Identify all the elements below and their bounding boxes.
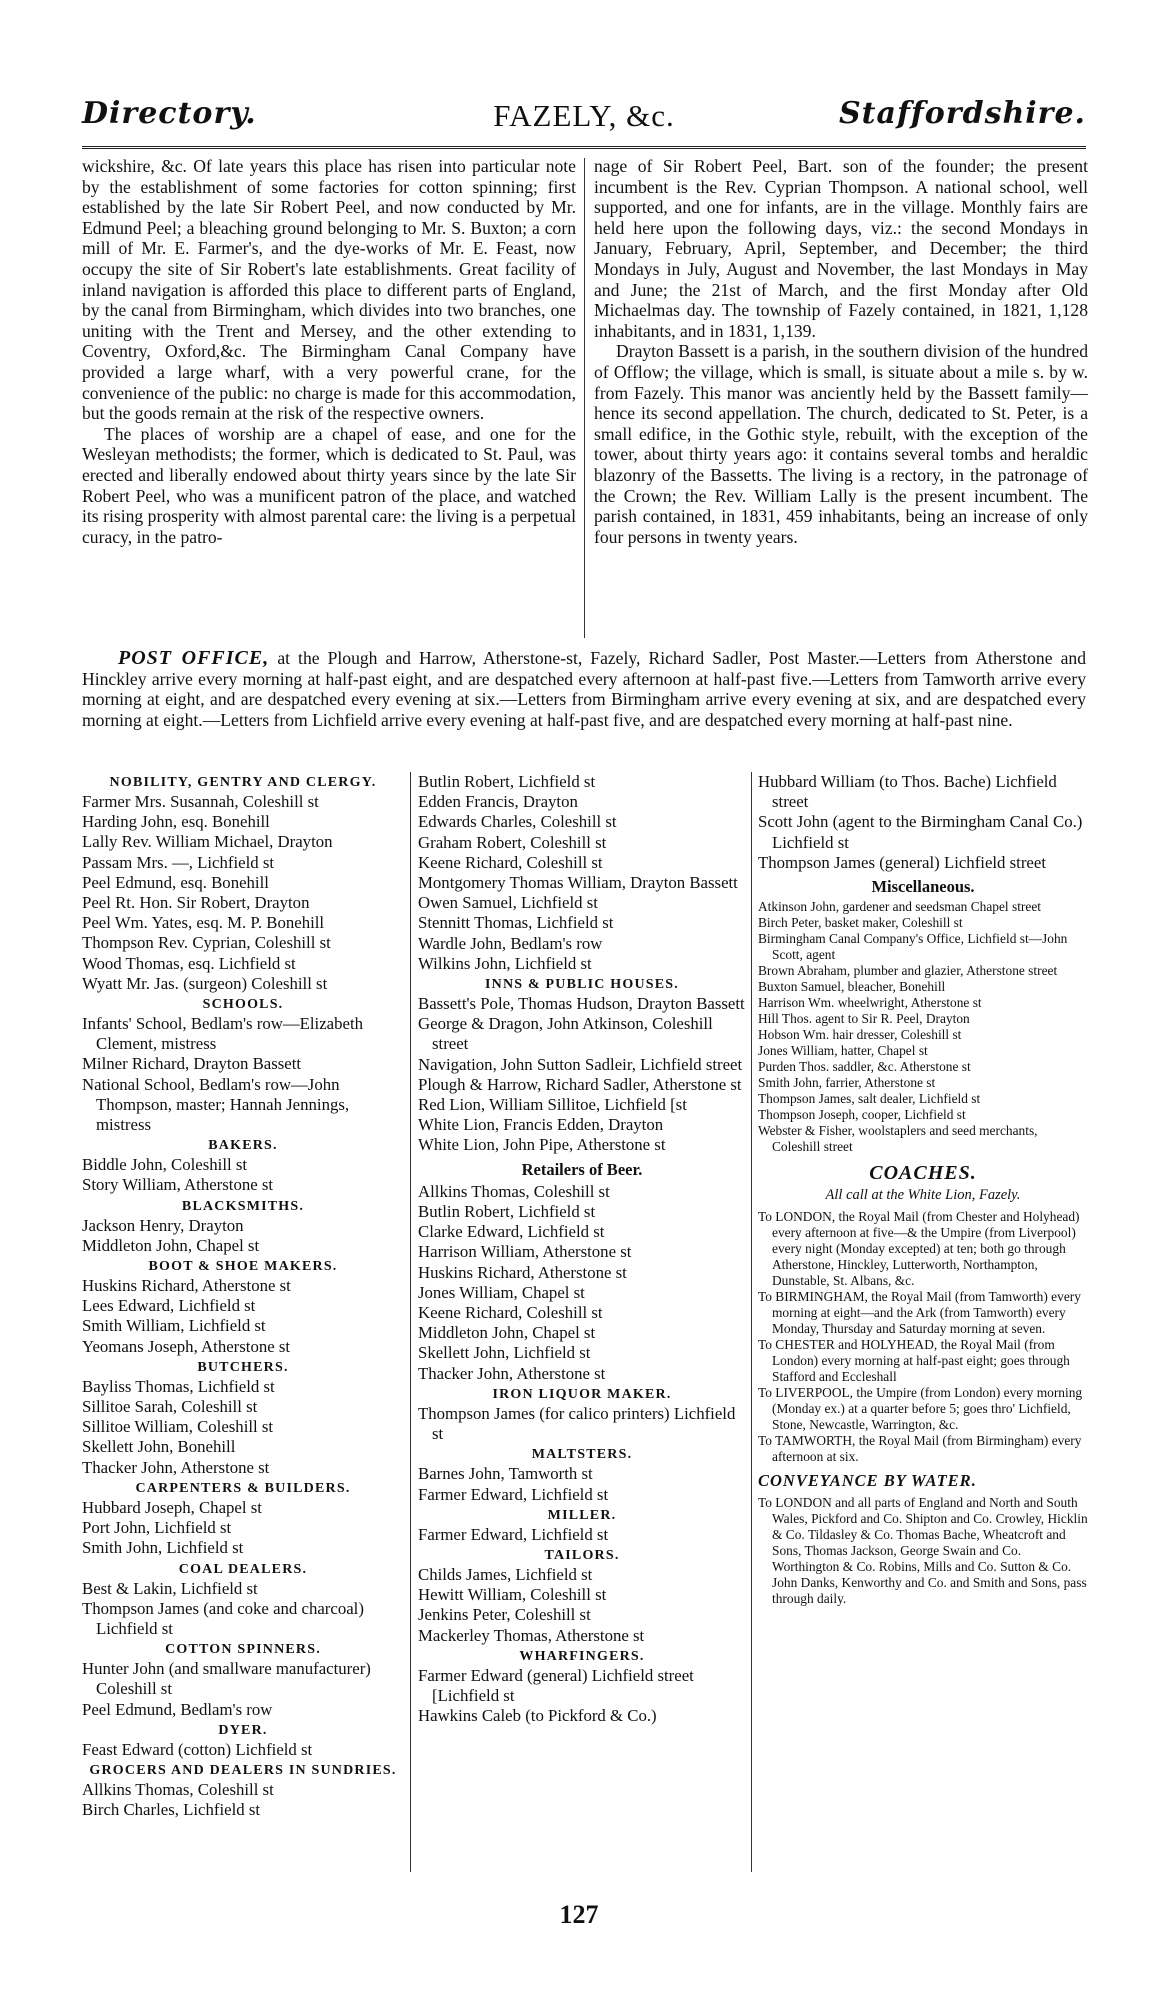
section-note: All call at the White Lion, Fazely. — [825, 1187, 1021, 1204]
directory-entry: Wardle John, Bedlam's row — [418, 933, 603, 953]
directory-entry: Yeomans Joseph, Atherstone st — [82, 1336, 291, 1356]
section-heading: MALTSTERS. — [531, 1447, 633, 1463]
directory-entry: Biddle John, Coleshill st — [82, 1155, 248, 1175]
directory-entry: Barnes John, Tamworth st — [418, 1464, 593, 1484]
directory-entry: Wyatt Mr. Jas. (surgeon) Coleshill st — [82, 973, 328, 993]
intro-text — [82, 156, 1086, 644]
header-rule — [82, 146, 1086, 149]
section-heading: COACHES. — [869, 1162, 977, 1185]
directory-entry: Bayliss Thomas, Lichfield st — [82, 1376, 275, 1396]
directory-entry: Clarke Edward, Lichfield st — [418, 1222, 605, 1242]
directory-entry: Hewitt William, Coleshill st — [418, 1585, 607, 1605]
directory-entry: Graham Robert, Coleshill st — [418, 832, 607, 852]
directory-entry: Hawkins Caleb (to Pickford & Co.) — [418, 1706, 657, 1726]
directory-entry: Skellett John, Lichfield st — [418, 1343, 591, 1363]
section-heading: CARPENTERS & BUILDERS. — [135, 1480, 351, 1496]
directory-entry: To LIVERPOOL, the Umpire (from London) every morning (Monday ex.) at a quarter before 5; goes thro' Lichfield, Stone, Newcastle, Warrington, &c. — [758, 1384, 1083, 1432]
post-office-notice — [82, 648, 1086, 730]
section-heading: BAKERS. — [208, 1138, 278, 1154]
directory-entry: Brown Abraham, plumber and glazier, Atherstone street — [758, 963, 1058, 979]
directory-entry: Passam Mrs. —, Lichfield st — [82, 852, 275, 872]
directory-entry: Smith John, farrier, Atherstone st — [758, 1075, 936, 1091]
directory-entry: Sillitoe Sarah, Coleshill st — [82, 1397, 258, 1417]
directory-entry: Farmer Edward, Lichfield st — [418, 1484, 609, 1504]
directory-entry: Feast Edward (cotton) Lichfield st — [82, 1739, 313, 1759]
header-right: Staffordshire. — [839, 96, 1086, 131]
section-heading: CONVEYANCE BY WATER. — [758, 1470, 977, 1490]
directory-entry: Thacker John, Atherstone st — [418, 1363, 606, 1383]
directory-entry: Jones William, Chapel st — [418, 1282, 585, 1302]
directory-entry: To LONDON, the Royal Mail (from Chester and Holyhead) every afternoon at five—& the Umpire (from Liverpool) every night (Monday excepted) at ten; both go through Atherstone, Hinckley, Lutterworth, Northampton, Dunstable, St. Albans, &c. — [758, 1208, 1080, 1288]
directory-entry: Purden Thos. saddler, &c. Atherstone st — [758, 1059, 971, 1075]
directory-entry: Keene Richard, Coleshill st — [418, 852, 603, 872]
section-heading: COTTON SPINNERS. — [165, 1642, 321, 1658]
directory-entry: Stennitt Thomas, Lichfield st — [418, 913, 614, 933]
section-heading: IRON LIQUOR MAKER. — [492, 1386, 672, 1402]
section-heading: BOOT & SHOE MAKERS. — [148, 1259, 338, 1275]
directory-entry: Thompson James (general) Lichfield street — [758, 852, 1046, 872]
paragraph: wickshire, &c. Of late years this place has risen into particular note by the establishment of some factories for cotton spinning; first established by the late Sir Robert Peel, and now conducted by Mr. Edmund Peel; a bleaching ground belonging to Mr. S. Buxton; a corn mill of Mr. E. Farmer's, and the dye-works of Mr. E. Feast, now occupy the site of Sir Robert's late establishments. Great facility of inland navigation is afforded this place to different parts of England, by the canal from Birmingham, which divides into two branches, one uniting with the Trent and Mersey, and the other extending to Coventry, Oxford,&c. The Birmingham Canal Company have provided a large wharf, with a very powerful crane, for the convenience of the public: no charge is made for this accommodation, but the goods remain at the risk of the respective owners. — [82, 156, 576, 424]
directory-entry: Jenkins Peter, Coleshill st — [418, 1605, 591, 1625]
directory-entry: White Lion, Francis Edden, Drayton — [418, 1115, 664, 1135]
directory-entry: Red Lion, William Sillitoe, Lichfield [st — [418, 1095, 687, 1115]
directory-entry: National School, Bedlam's row—John Thompson, master; Hannah Jennings, mistress — [82, 1074, 350, 1135]
header-title: FAZELY, &c. — [493, 98, 675, 133]
directory-entry: Bassett's Pole, Thomas Hudson, Drayton Bassett — [418, 994, 745, 1014]
column-rule — [751, 772, 752, 1872]
directory-entry: Story William, Atherstone st — [82, 1175, 274, 1195]
directory-entry: Allkins Thomas, Coleshill st — [418, 1181, 610, 1201]
directory-entry: Thompson James (and coke and charcoal) Lichfield st — [82, 1598, 364, 1638]
directory-entry: Jones William, hatter, Chapel st — [758, 1043, 928, 1059]
section-heading: BUTCHERS. — [197, 1359, 289, 1375]
directory-entry: Keene Richard, Coleshill st — [418, 1303, 603, 1323]
directory-entry: Allkins Thomas, Coleshill st — [82, 1779, 274, 1799]
section-heading: TAILORS. — [544, 1547, 620, 1563]
directory-entry: Farmer Edward, Lichfield st — [418, 1524, 609, 1544]
directory-entry: To CHESTER and HOLYHEAD, the Royal Mail (from London) every morning at half-past eight; goes through Stafford and Eccleshall — [758, 1336, 1070, 1384]
directory-entry: Middleton John, Chapel st — [418, 1323, 596, 1343]
directory-column-3 — [758, 772, 1088, 1607]
intro-right-column — [594, 156, 1088, 547]
directory-entry: Thompson James, salt dealer, Lichfield st — [758, 1091, 981, 1107]
directory-entry: Lally Rev. William Michael, Drayton — [82, 832, 333, 852]
directory-entry: Birmingham Canal Company's Office, Lichfield st—John Scott, agent — [758, 931, 1068, 963]
directory-entry: Birch Peter, basket maker, Coleshill st — [758, 915, 963, 931]
directory-entry: Mackerley Thomas, Atherstone st — [418, 1625, 645, 1645]
header-left: Directory. — [82, 96, 257, 131]
directory-entry: Montgomery Thomas William, Drayton Bassett — [418, 873, 738, 893]
section-heading: DYER. — [218, 1722, 268, 1738]
section-heading: WHARFINGERS. — [519, 1648, 645, 1664]
directory-entry: Buxton Samuel, bleacher, Bonehill — [758, 979, 946, 995]
directory-entry: George & Dragon, John Atkinson, Coleshill street — [418, 1014, 713, 1054]
directory-entry: Edden Francis, Drayton — [418, 792, 578, 812]
directory-entry: Thompson James (for calico printers) Lichfield st — [418, 1403, 736, 1444]
directory-entry: Childs James, Lichfield st — [418, 1564, 593, 1584]
directory-entry: Atkinson John, gardener and seedsman Chapel street — [758, 899, 1041, 915]
directory-entry: Jackson Henry, Drayton — [82, 1215, 244, 1235]
directory-entry: Wood Thomas, esq. Lichfield st — [82, 953, 296, 973]
directory-entry: Webster & Fisher, woolstaplers and seed merchants, Coleshill street — [758, 1123, 1038, 1155]
directory-entry: Thompson Rev. Cyprian, Coleshill st — [82, 933, 331, 953]
directory-entry: Smith William, Lichfield st — [82, 1316, 266, 1336]
directory-entry: Butlin Robert, Lichfield st — [418, 1202, 596, 1222]
directory-entry: Scott John (agent to the Birmingham Canal Co.) Lichfield st — [758, 812, 1083, 852]
directory-entry: Thacker John, Atherstone st — [82, 1457, 270, 1477]
directory-entry: Huskins Richard, Atherstone st — [418, 1262, 627, 1282]
paragraph: The places of worship are a chapel of ease, and one for the Wesleyan methodists; the former, which is dedicated to St. Paul, was erected and liberally endowed about thirty years since by the late Sir Robert Peel, who was a munificent patron of the place, and watched its rising prosperity with almost parental care: the living is a perpetual curacy, in the patro- — [82, 423, 576, 547]
directory-entry: Smith John, Lichfield st — [82, 1538, 244, 1558]
directory-entry: Edwards Charles, Coleshill st — [418, 812, 617, 832]
directory-entry: Hunter John (and smallware manufacturer) Coleshill st — [82, 1659, 371, 1699]
section-heading: BLACKSMITHS. — [181, 1198, 305, 1214]
directory-entry: Infants' School, Bedlam's row—Elizabeth Clement, mistress — [82, 1014, 364, 1054]
directory-entry: Peel Edmund, esq. Bonehill — [82, 872, 269, 892]
column-rule — [410, 772, 411, 1872]
section-heading: COAL DEALERS. — [178, 1561, 308, 1577]
directory-entry: Middleton John, Chapel st — [82, 1235, 260, 1255]
section-heading: NOBILITY, GENTRY AND CLERGY. — [109, 775, 377, 790]
directory-entry: To BIRMINGHAM, the Royal Mail (from Tamworth) every morning at eight—and the Ark (from Tamworth) every Monday, Thursday and Saturday morning at seven. — [758, 1288, 1081, 1336]
directory-entry: Harding John, esq. Bonehill — [82, 812, 270, 832]
directory-entry: Butlin Robert, Lichfield st — [418, 772, 596, 791]
directory-entry: Port John, Lichfield st — [82, 1518, 232, 1538]
section-heading: SCHOOLS. — [202, 997, 284, 1013]
directory-column-1 — [82, 772, 404, 1820]
directory-entry: Hubbard Joseph, Chapel st — [82, 1497, 262, 1517]
directory-entry: Skellett John, Bonehill — [82, 1437, 236, 1457]
directory-entry: Navigation, John Sutton Sadleir, Lichfield street — [418, 1054, 743, 1074]
directory-entry: Lees Edward, Lichfield st — [82, 1296, 256, 1316]
paragraph: Drayton Bassett is a parish, in the southern division of the hundred of Offlow; the village, which is small, is situate about a mile s. by w. from Fazely. This manor was anciently held by the Bassett family—hence its second appellation. The church, dedicated to St. Peter, is a small edifice, in the Gothic style, rebuilt, with the exception of the tower, about thirty years ago: it contains several tombs and heraldic blazonry of the Bassetts. The living is a rectory, in the patronage of the Crown; the Rev. William Lally is the present incumbent. The parish contained, in 1831, 459 inhabitants, being an increase of only four persons in twenty years. — [594, 341, 1088, 547]
directory-column-2 — [418, 772, 746, 1726]
section-heading: GROCERS AND DEALERS IN SUNDRIES. — [89, 1762, 397, 1778]
paragraph: nage of Sir Robert Peel, Bart. son of the founder; the present incumbent is the Rev. Cyprian Thompson. A national school, well supported, and one for infants, are in the village. Monthly fairs are held here upon the following days, viz.: the second Mondays in January, February, April, September, and December; the third Mondays in July, August and November, the last Mondays in May and June; the 21st of March, and the first Monday after Old Michaelmas day. The township of Fazely contained, in 1821, 1,128 inhabitants, and in 1831, 1,139. — [594, 156, 1088, 341]
directory-entry: Best & Lakin, Lichfield st — [82, 1578, 258, 1598]
section-heading: MILLER. — [547, 1507, 617, 1523]
post-office-text: at the Plough and Harrow, Atherstone-st, Fazely, Richard Sadler, Post Master.—Letters from Atherstone and Hinckley arrive every morning at half-past eight, and are despatched every afternoon at half-past five.—Letters from Tamworth arrive every morning at eight, and are despatched every evening at six.—Letters from Birmingham arrive every evening at six, and are despatched every morning at eight.—Letters from Lichfield arrive every evening at half-past five, and are despatched every morning at half-past nine. — [82, 648, 1086, 730]
directory-entry: Harrison William, Atherstone st — [418, 1242, 632, 1262]
section-heading: Miscellaneous. — [871, 877, 975, 897]
directory-entry: Sillitoe William, Coleshill st — [82, 1417, 274, 1437]
running-header — [82, 96, 1086, 140]
directory-entry: Birch Charles, Lichfield st — [82, 1800, 261, 1820]
directory-entry: Milner Richard, Drayton Bassett — [82, 1054, 302, 1074]
directory-entry: Peel Rt. Hon. Sir Robert, Drayton — [82, 893, 310, 913]
directory-entry: Huskins Richard, Atherstone st — [82, 1276, 291, 1296]
section-heading: Retailers of Beer. — [521, 1159, 643, 1179]
directory-entry: Peel Wm. Yates, esq. M. P. Bonehill — [82, 913, 325, 933]
directory-entry: Harrison Wm. wheelwright, Atherstone st — [758, 995, 982, 1011]
column-rule — [584, 158, 585, 638]
directory-entry: Farmer Edward (general) Lichfield street [Lichfield st — [418, 1665, 694, 1705]
directory-entry: Hubbard William (to Thos. Bache) Lichfield street — [758, 772, 1057, 812]
directory-entry: Hobson Wm. hair dresser, Coleshill st — [758, 1027, 962, 1043]
directory-entry: Farmer Mrs. Susannah, Coleshill st — [82, 792, 319, 811]
post-office-title: POST OFFICE, — [118, 647, 270, 669]
directory-entry: Peel Edmund, Bedlam's row — [82, 1699, 273, 1719]
directory-entry: Thompson Joseph, cooper, Lichfield st — [758, 1107, 966, 1123]
intro-left-column — [82, 156, 576, 547]
directory-entry: Wilkins John, Lichfield st — [418, 953, 592, 973]
directory-entry: To TAMWORTH, the Royal Mail (from Birmingham) every afternoon at six. — [758, 1432, 1082, 1464]
page-number: 127 — [559, 1900, 599, 1929]
directory-entry: Owen Samuel, Lichfield st — [418, 893, 598, 913]
section-heading: INNS & PUBLIC HOUSES. — [484, 977, 679, 993]
directory-entry: Hill Thos. agent to Sir R. Peel, Drayton — [758, 1011, 970, 1027]
directory-entry: White Lion, John Pipe, Atherstone st — [418, 1135, 666, 1155]
directory-entry: Plough & Harrow, Richard Sadler, Atherstone st — [418, 1074, 742, 1094]
directory-entry: To LONDON and all parts of England and North and South Wales, Pickford and Co. Shipton and Co. Crowley, Hicklin & Co. Tildasley & Co. Thomas Bache, Wheatcroft and Sons, Thomas Jackson, George Swain and Co. Worthington & Co. Robins, Mills and Co. Sutton & Co. John Danks, Kenworthy and Co. and Smith and Sons, pass through daily. — [758, 1494, 1088, 1606]
